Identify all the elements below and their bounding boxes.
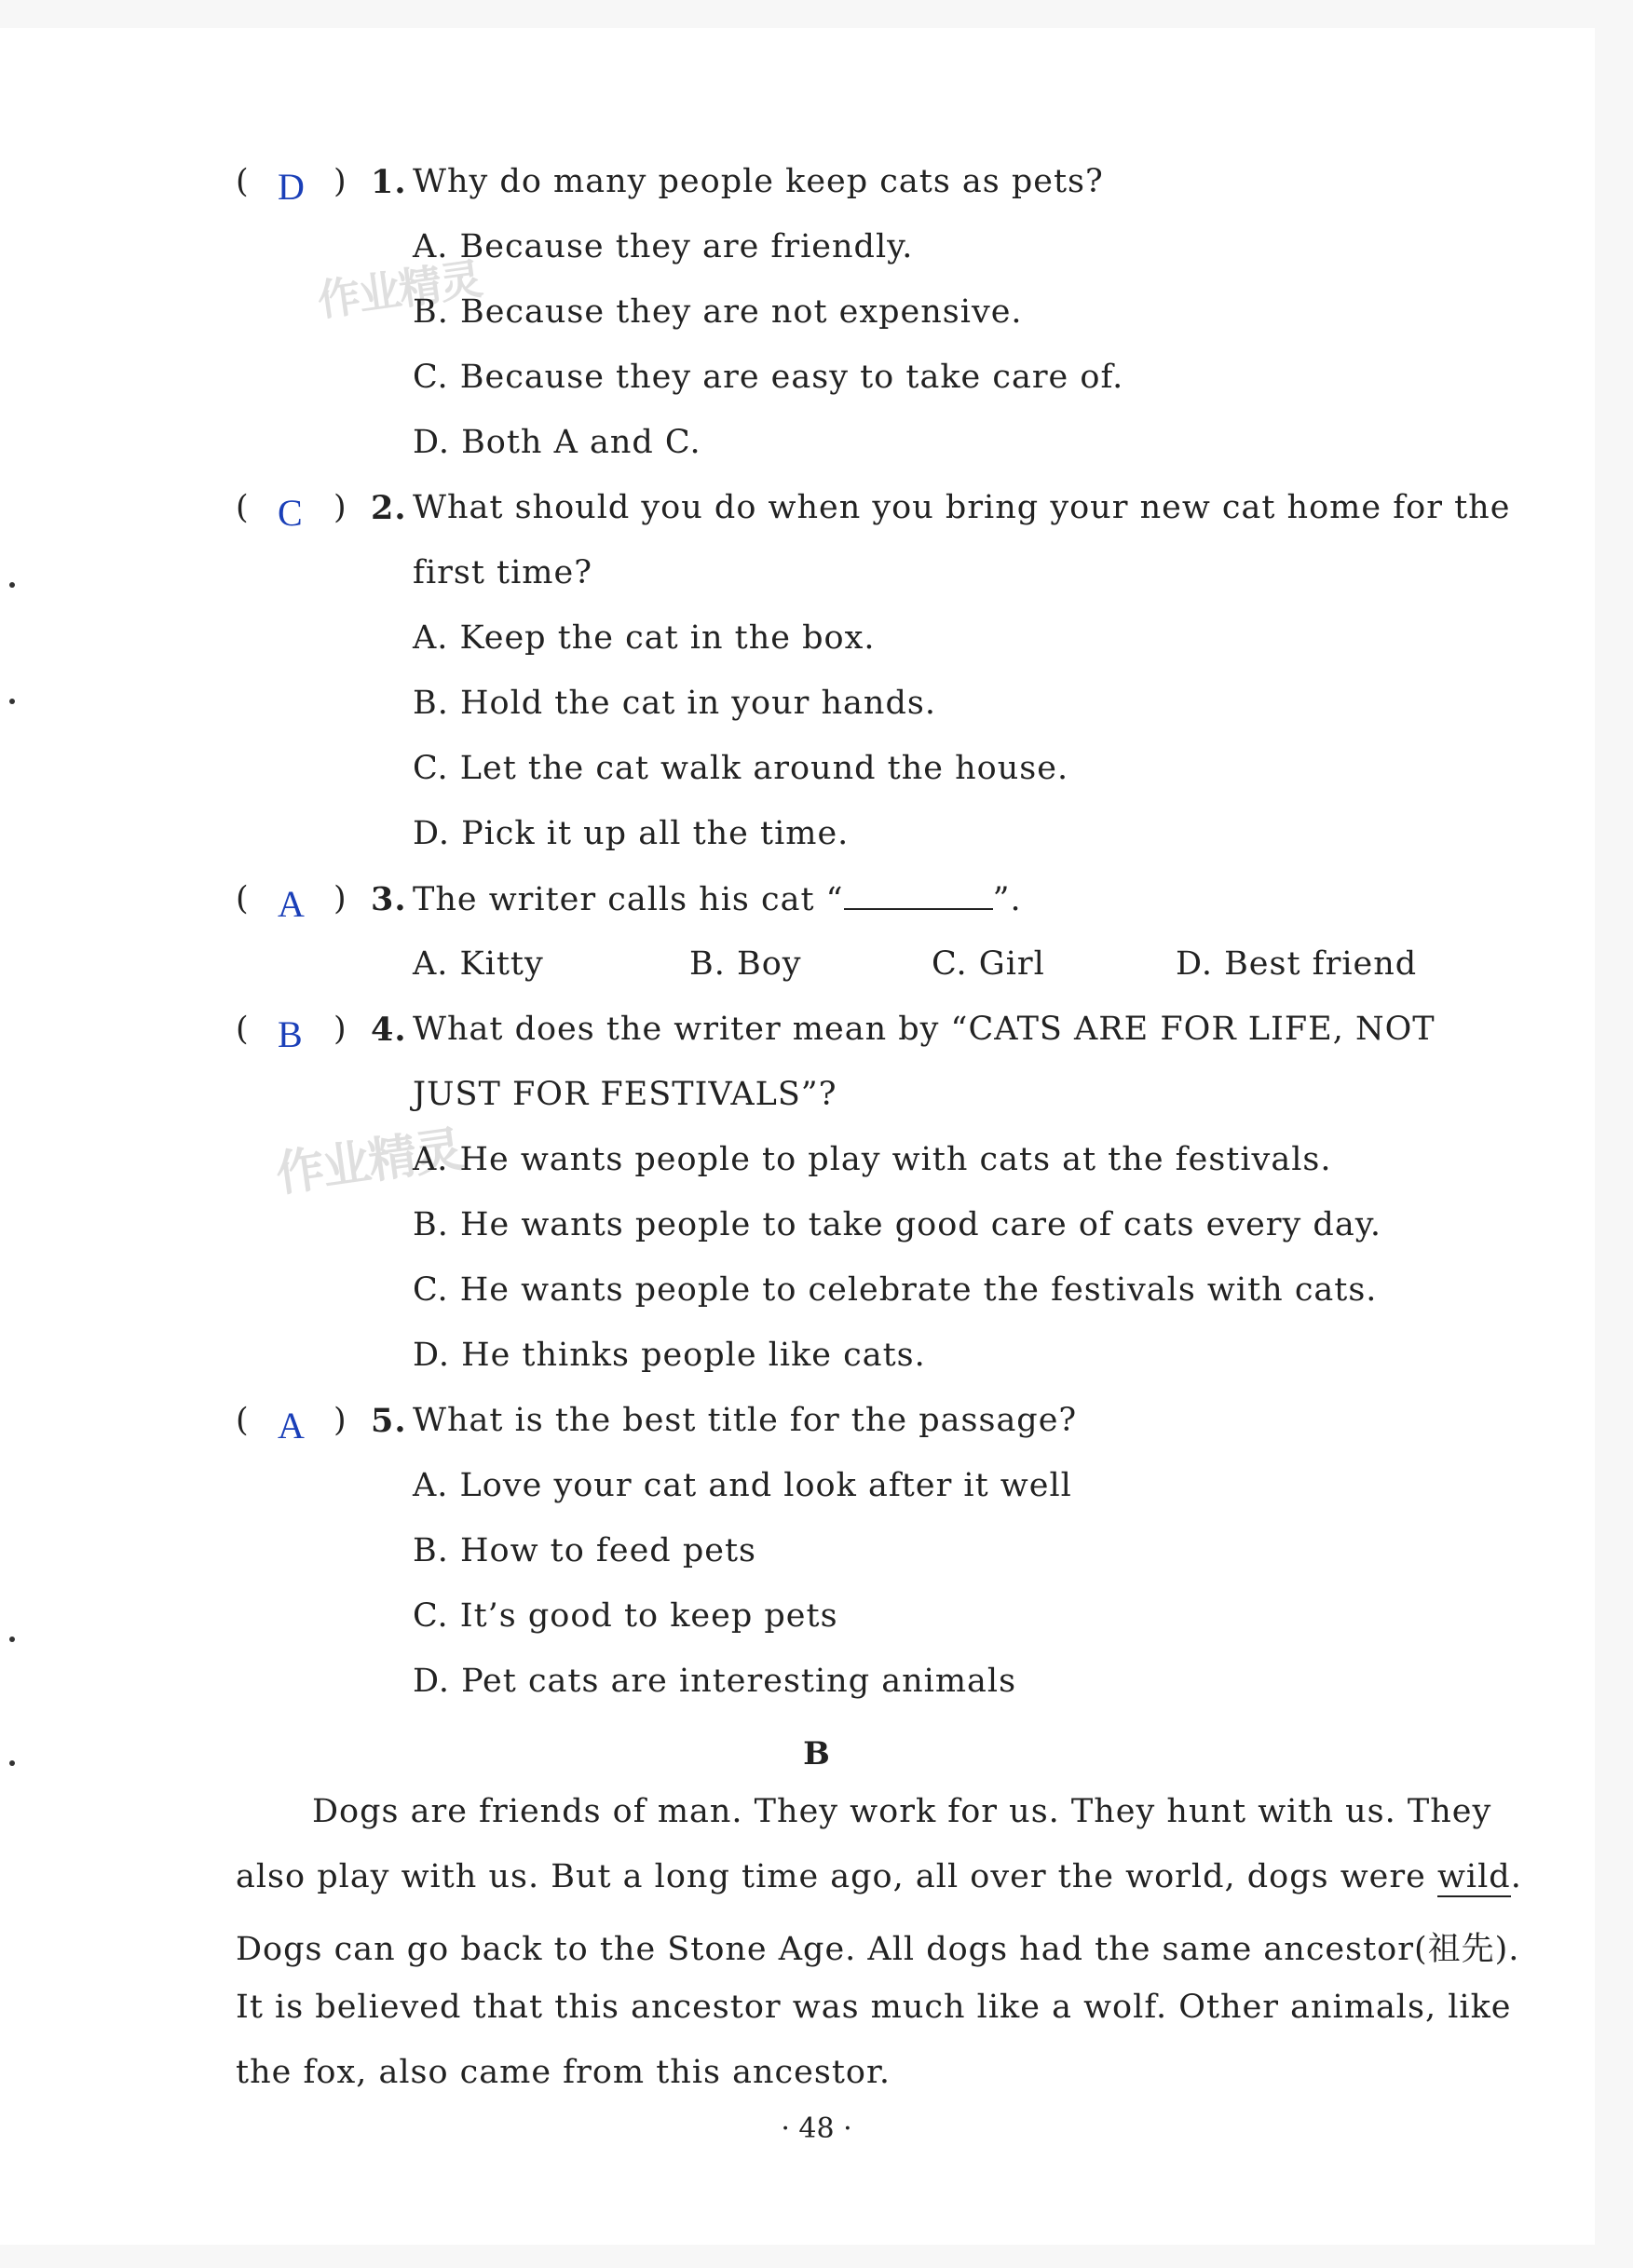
passage-line: Dogs can go back to the Stone Age. All dogs had the same ancestor(祖先).	[236, 1931, 1520, 1968]
watermark: 作业精灵	[314, 252, 484, 326]
margin-mark	[9, 1636, 15, 1642]
option: A. Kitty	[413, 945, 544, 983]
option: C. Let the cat walk around the house.	[413, 750, 1069, 787]
underlined-word: wild	[1436, 1858, 1511, 1895]
margin-mark	[9, 699, 15, 704]
option: D. Pet cats are interesting animals	[413, 1663, 1017, 1700]
option: D. Best friend	[1176, 945, 1418, 983]
question-text: What is the best title for the passage?	[413, 1402, 1078, 1439]
paren-left: (	[236, 163, 250, 200]
paren-right: )	[333, 1402, 347, 1439]
passage-text: also play with us. But a long time ago, all over the world, dogs were	[236, 1858, 1437, 1895]
paren-right: )	[333, 489, 347, 526]
option: B. Because they are not expensive.	[413, 293, 1023, 331]
answer: A	[278, 883, 306, 925]
answer: C	[278, 492, 304, 534]
option: B. He wants people to take good care of cats every day.	[413, 1206, 1381, 1243]
paren-right: )	[333, 1011, 347, 1048]
margin-mark	[9, 582, 15, 588]
option: A. He wants people to play with cats at the festivals.	[413, 1141, 1332, 1178]
option: C. It’s good to keep pets	[413, 1597, 838, 1635]
option: B. Hold the cat in your hands.	[413, 685, 936, 722]
paren-left: (	[236, 489, 250, 526]
answer: B	[278, 1013, 304, 1055]
passage-line	[236, 1858, 1522, 1895]
option: D. Pick it up all the time.	[413, 815, 850, 852]
paren-right: )	[333, 163, 347, 200]
question-text-before: The writer calls his cat “	[413, 881, 844, 918]
question-number: 2.	[371, 489, 407, 527]
question-number: 3.	[371, 880, 407, 918]
watermark: 作业精灵	[272, 1121, 465, 1203]
question-number: 5.	[371, 1402, 407, 1440]
answer-blank	[844, 880, 993, 910]
question-text: Why do many people keep cats as pets?	[413, 163, 1104, 200]
option: D. He thinks people like cats.	[413, 1337, 926, 1374]
paren-left: (	[236, 1011, 250, 1048]
option: C. Girl	[932, 945, 1045, 983]
answer: A	[278, 1405, 306, 1446]
paren-left: (	[236, 1402, 250, 1439]
question-text-continued: first time?	[413, 554, 592, 591]
passage-line: It is believed that this ancestor was much like a wolf. Other animals, like	[236, 1989, 1512, 2026]
question-number: 1.	[371, 163, 407, 201]
question-text-continued: JUST FOR FESTIVALS”?	[413, 1076, 837, 1113]
option: D. Both A and C.	[413, 424, 701, 461]
question-number: 4.	[371, 1011, 407, 1049]
option: A. Love your cat and look after it well	[413, 1467, 1072, 1504]
option: B. Boy	[689, 945, 802, 983]
option: A. Because they are friendly.	[413, 228, 914, 265]
passage-line: Dogs are friends of man. They work for us. They hunt with us. They	[312, 1793, 1492, 1830]
passage-line: the fox, also came from this ancestor.	[236, 2054, 891, 2091]
question-text	[413, 880, 1022, 918]
option: C. He wants people to celebrate the festivals with cats.	[413, 1271, 1378, 1309]
question-text: What does the writer mean by “CATS ARE FOR LIFE, NOT	[413, 1011, 1436, 1048]
section-heading: B	[803, 1735, 830, 1772]
option: C. Because they are easy to take care of.	[413, 359, 1124, 396]
paren-left: (	[236, 880, 250, 917]
page-number: · 48 ·	[781, 2112, 852, 2145]
answer: D	[278, 166, 306, 208]
paren-right: )	[333, 880, 347, 917]
option: A. Keep the cat in the box.	[413, 619, 876, 657]
option: B. How to feed pets	[413, 1532, 756, 1569]
passage-punctuation: .	[1510, 1858, 1522, 1895]
question-text-after: ”.	[992, 881, 1022, 918]
question-text: What should you do when you bring your new cat home for the	[413, 489, 1511, 526]
